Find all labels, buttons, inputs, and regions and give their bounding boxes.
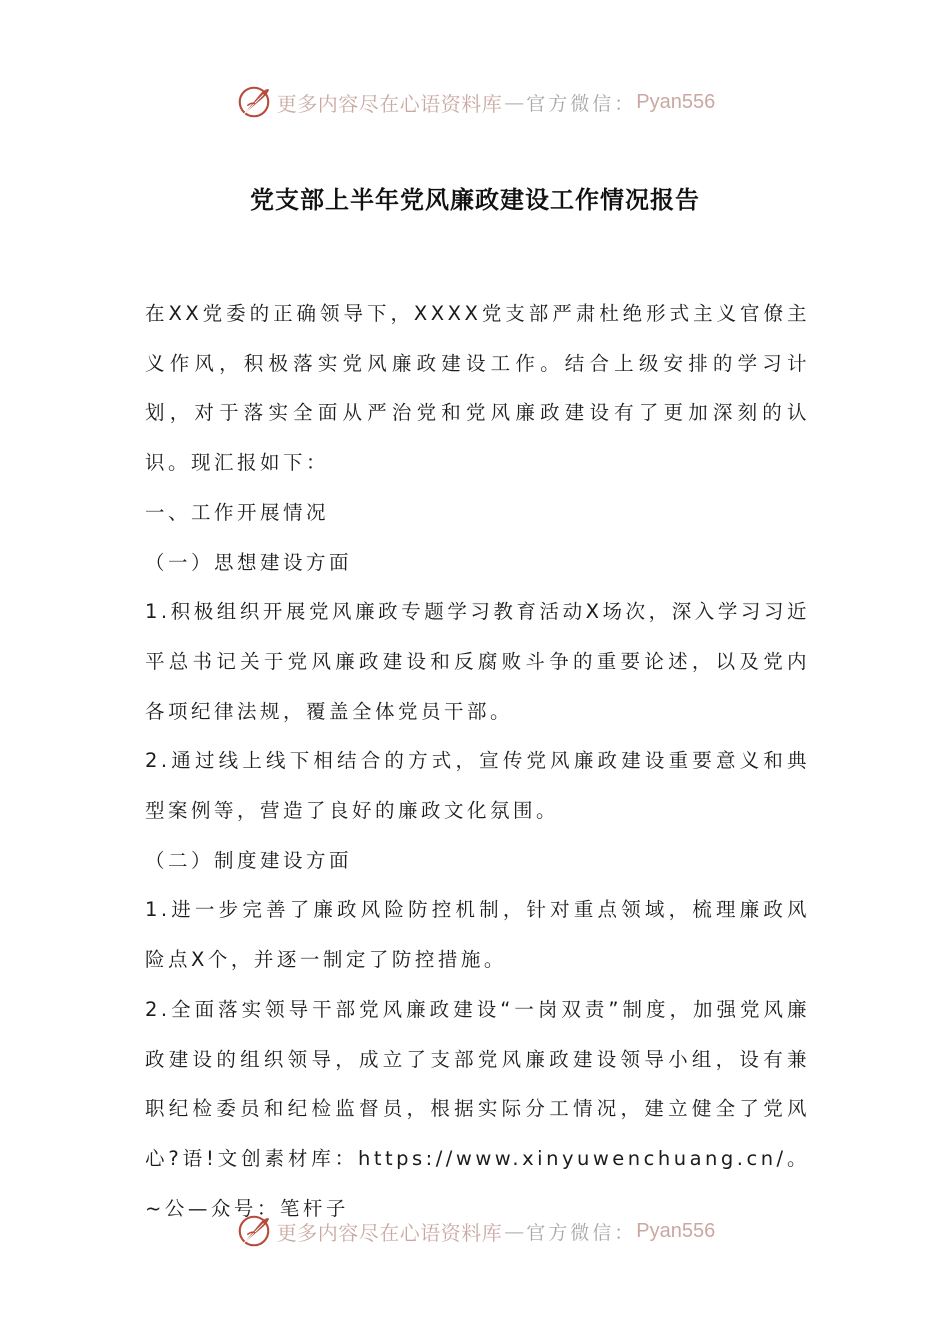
list-item-paragraph: 1.进一步完善了廉政风险防控机制，针对重点领域，梳理廉政风险点X个，并逐一制定了防控措施。: [145, 898, 810, 972]
banner-text: 更多内容尽在心语资料库: [276, 91, 503, 116]
section-heading: 一、工作开展情况: [145, 500, 330, 524]
banner-wechat-id: Pyan556: [636, 90, 716, 113]
document-title: 党支部上半年党风廉政建设工作情况报告: [250, 186, 700, 214]
intro-paragraph: 在XX党委的正确领导下，XXXX党支部严肃杜绝形式主义官僚主义作风，积极落实党风廉政建设工作。结合上级安排的学习计划，对于落实全面从严治党和党风廉政建设有了更加深刻的认识。现汇报如下：: [145, 302, 810, 475]
banner-text: 更多内容尽在心语资料库: [276, 1220, 503, 1245]
banner-dash: —: [504, 1219, 525, 1243]
banner-wechat-label: 官方微信：: [526, 92, 637, 115]
document-body: [145, 289, 810, 1233]
quill-logo-icon: [235, 83, 273, 121]
quill-logo-icon: [235, 1212, 273, 1250]
header-banner: [0, 82, 950, 122]
list-item-paragraph: 2.通过线上线下相结合的方式，宣传党风廉政建设重要意义和典型案例等，营造了良好的廉政文化氛围。: [145, 749, 810, 823]
list-item-paragraph: 2.全面落实领导干部党风廉政建设“一岗双责”制度，加强党风廉政建设的组织领导，成立了支部党风廉政建设领导小组，设有兼职纪检委员和纪检监督员，根据实际分工情况，建立健全了党风心?语!文创素材库：https://www.xinyuwenchuang.cn/。~公—众号：笔杆子: [145, 997, 810, 1220]
footer-banner: [0, 1211, 950, 1251]
subsection-heading: （二）制度建设方面: [145, 848, 353, 872]
banner-dash: —: [504, 90, 525, 114]
banner-wechat-id: Pyan556: [636, 1219, 716, 1242]
list-item-paragraph: 1.积极组织开展党风廉政专题学习教育活动X场次，深入学习习近平总书记关于党风廉政建设和反腐败斗争的重要论述，以及党内各项纪律法规，覆盖全体党员干部。: [145, 600, 810, 723]
banner-wechat-label: 官方微信：: [526, 1221, 637, 1244]
subsection-heading: （一）思想建设方面: [145, 550, 353, 574]
